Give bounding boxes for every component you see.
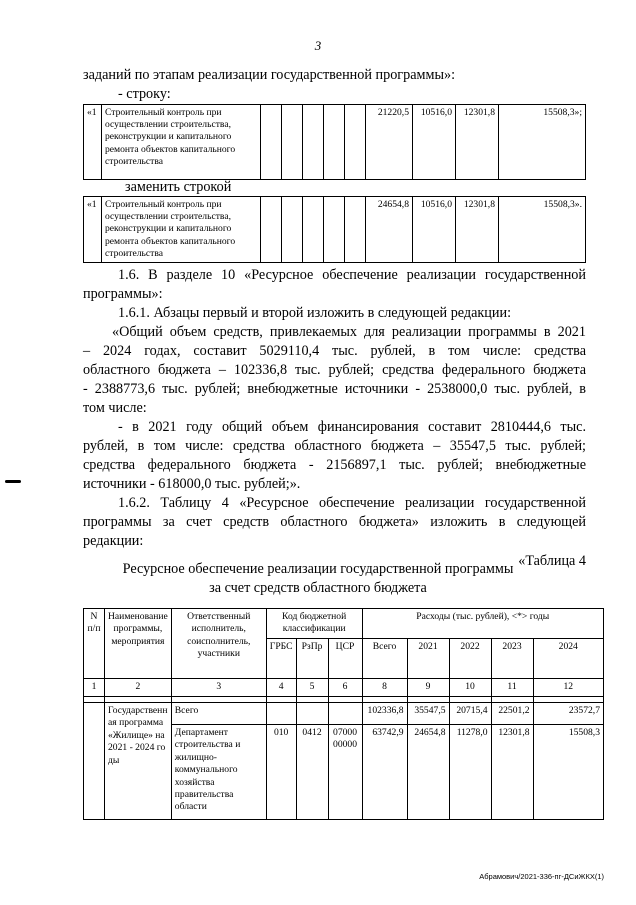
col-number: 3 [171,679,266,697]
para-1-6-2-line-2: программы за счет средств областного бюджета» изложить в следующей [83,514,586,530]
quote-para-2-line-2: рублей, в том числе: средства областного бюджета – 35547,5 тыс. рублей; [83,438,586,454]
row-label-old: - строку: [118,86,171,102]
table-row [84,703,604,725]
quote-para-1-line-4: - 2388773,6 тыс. рублей; внебюджетные источники - 2538000,0 тыс. рублей, в [83,381,586,397]
row-dept-2021: 24654,8 [407,725,449,820]
footer-reference: Абрамович/2021-336-пг-ДСиЖКХ(1) [479,872,604,881]
new-row-value-2: 10516,0 [413,197,456,263]
col-number: 6 [328,679,362,697]
row-dept-total: 63742,9 [362,725,407,820]
header-number: N п/п [84,609,105,679]
program-name: Государственная программа «Жилище» на 2021 - 2024 годы [105,703,172,820]
row-dept-grbs: 010 [266,725,296,820]
old-row-value-4: 15508,3»; [499,105,586,180]
new-row-quote: «1 [84,197,102,263]
para-1-6-line-1: 1.6. В разделе 10 «Ресурсное обеспечение реализации государственной [118,267,586,283]
col-number: 5 [296,679,328,697]
para-1-6-1: 1.6.1. Абзацы первый и второй изложить в следующей редакции: [118,305,512,321]
quote-para-2-line-1: - в 2021 году общий объем финансирования составит 2810444,6 тыс. [118,419,586,435]
header-csr: ЦСР [328,639,362,679]
para-1-6-2-line-3: редакции: [83,533,144,549]
margin-mark [5,480,21,483]
row-dept-2022: 11278,0 [449,725,491,820]
header-rzpr: РзПр [296,639,328,679]
old-row-table [83,104,586,180]
resource-table [83,608,604,820]
intro-line: заданий по этапам реализации государственной программы»: [83,67,456,83]
old-row-value-1: 21220,5 [366,105,413,180]
col-number: 10 [449,679,491,697]
new-row-name: Строительный контроль при осуществлении строительства, реконструкции и капитального ремонта объектов капитального строительства [102,197,261,263]
new-row-value-4: 15508,3». [499,197,586,263]
quote-para-1-line-2: – 2024 годах, составит 5029110,4 тыс. рублей, в том числе: средства [83,343,586,359]
col-number: 12 [533,679,603,697]
row-all-2023: 22501,2 [491,703,533,725]
col-number: 4 [266,679,296,697]
quote-para-1-line-3: областного бюджета – 102336,8 тыс. рублей; средства федерального бюджета [83,362,586,378]
row-dept-2024: 15508,3 [533,725,603,820]
header-year-2023: 2023 [491,639,533,679]
old-row-name: Строительный контроль при осуществлении строительства, реконструкции и капитального ремонта объектов капитального строительства [102,105,261,180]
row-all-total: 102336,8 [362,703,407,725]
quote-para-1-line-5: том числе: [83,400,147,416]
row-all-responsible: Всего [171,703,266,725]
old-row-value-2: 10516,0 [413,105,456,180]
header-year-2024: 2024 [533,639,603,679]
page-number: 3 [314,38,322,53]
header-responsible: Ответственный исполнитель, соисполнитель, участники [171,609,266,679]
table-title-line-1: Ресурсное обеспечение реализации государственной программы [122,561,514,577]
quote-para-2-line-4: источники - 618000,0 тыс. рублей;». [83,476,301,492]
table-title-line-2: за счет средств областного бюджета [209,580,427,596]
quote-para-1-line-1: «Общий объем средств, привлекаемых для реализации программы в 2021 [112,324,586,340]
header-expenses: Расходы (тыс. рублей), <*> годы [362,609,603,639]
col-number: 2 [105,679,172,697]
row-dept-responsible: Департамент строительства и жилищно-коммунального хозяйства правительства области [171,725,266,820]
row-label-new: заменить строкой [125,179,232,195]
table-label: «Таблица 4 [518,553,586,569]
old-row-value-3: 12301,8 [456,105,499,180]
row-all-2024: 23572,7 [533,703,603,725]
quote-para-2-line-3: средства федерального бюджета - 2156897,1 тыс. рублей; внебюджетные [83,457,586,473]
header-name: Наименование программы, мероприятия [105,609,172,679]
row-all-2022: 20715,4 [449,703,491,725]
col-number: 8 [362,679,407,697]
row-dept-rzpr: 0412 [296,725,328,820]
row-dept-2023: 12301,8 [491,725,533,820]
header-year-2022: 2022 [449,639,491,679]
old-row-quote: «1 [84,105,102,180]
col-number: 1 [84,679,105,697]
row-all-2021: 35547,5 [407,703,449,725]
header-total: Всего [362,639,407,679]
header-year-2021: 2021 [407,639,449,679]
header-budget-code: Код бюджетной классификации [266,609,362,639]
para-1-6-line-2: программы»: [83,286,163,302]
new-row-value-1: 24654,8 [366,197,413,263]
new-row-value-3: 12301,8 [456,197,499,263]
col-number: 11 [491,679,533,697]
header-grbs: ГРБС [266,639,296,679]
row-dept-csr: 0700000000 [328,725,362,820]
new-row-table [83,196,586,263]
para-1-6-2-line-1: 1.6.2. Таблицу 4 «Ресурсное обеспечение реализации государственной [118,495,586,511]
col-number: 9 [407,679,449,697]
column-number-row [84,679,604,697]
